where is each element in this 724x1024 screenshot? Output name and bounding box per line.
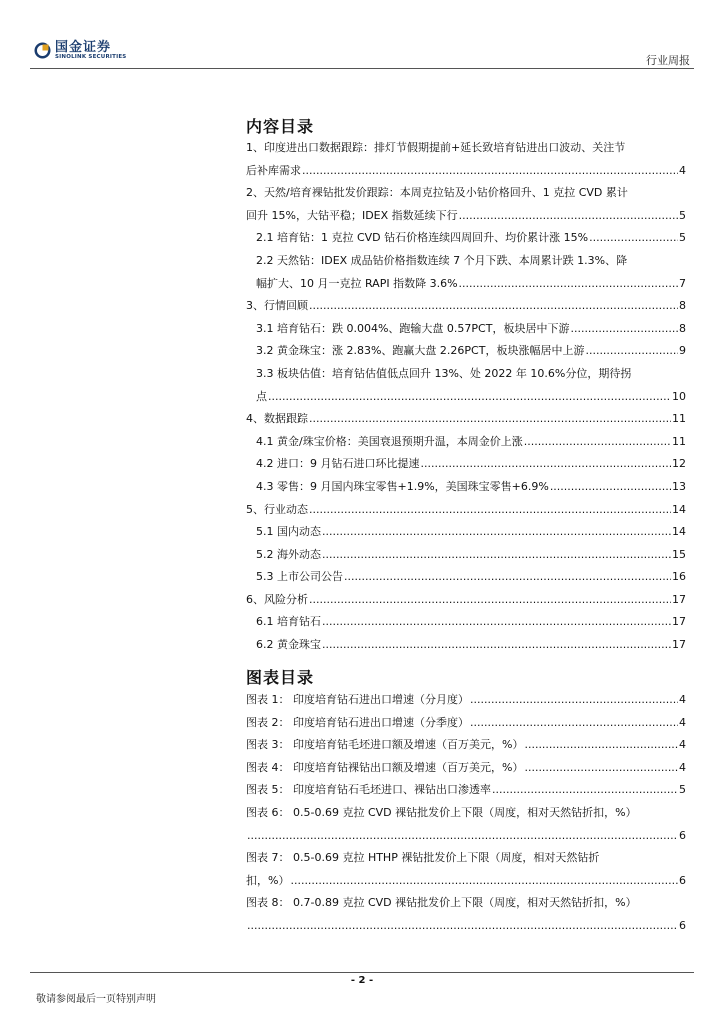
- toc-entry[interactable]: [246, 689, 686, 712]
- toc-leader-dots: [523, 734, 678, 757]
- toc-leader-dots: [549, 476, 671, 499]
- toc-page-number: 9: [679, 344, 686, 358]
- toc-entry[interactable]: [246, 544, 686, 567]
- toc-leader-dots: [246, 915, 678, 938]
- toc-leader-dots: [569, 318, 678, 341]
- toc-page-number: 17: [672, 592, 686, 606]
- toc-entry[interactable]: [246, 273, 686, 296]
- toc-entry[interactable]: [246, 915, 686, 938]
- toc-leader-dots: [491, 779, 678, 802]
- toc-entry[interactable]: [246, 757, 686, 780]
- page-number: - 2 -: [350, 975, 374, 986]
- toc-entry[interactable]: [246, 870, 686, 893]
- toc-leader-dots: [308, 295, 678, 318]
- toc-leader-dots: [289, 870, 678, 893]
- toc-leader-dots: [523, 431, 671, 454]
- toc-leader-dots: [523, 757, 678, 780]
- toc-leader-dots: [308, 589, 671, 612]
- toc-page-number: 11: [672, 434, 686, 448]
- page-header: [0, 0, 724, 72]
- toc-entry[interactable]: [246, 634, 686, 657]
- figures-title: 图表目录: [246, 668, 315, 687]
- toc-entry[interactable]: [246, 340, 686, 363]
- toc-entry[interactable]: [246, 431, 686, 454]
- toc-entry-label: 6.1 培育钻石: [256, 615, 321, 629]
- toc-entry-label: 3.2 黄金珠宝：涨 2.83%、跑赢大盘 2.26PCT，板块涨幅居中上游: [256, 344, 585, 358]
- toc-page-number: 11: [672, 412, 686, 426]
- toc-entry[interactable]: [246, 408, 686, 431]
- toc-entry-label: 5.3 上市公司公告: [256, 570, 343, 584]
- toc-leader-dots: [469, 689, 678, 712]
- toc-page-number: 5: [679, 783, 686, 797]
- toc-leader-dots: [267, 386, 671, 409]
- toc-page-number: 14: [672, 525, 686, 539]
- toc-entry-label: 2.1 培育钻：1 克拉 CVD 钻石价格连续四周回升、均价累计涨 15%: [256, 231, 589, 245]
- toc-page-number: 4: [679, 163, 686, 177]
- toc-leader-dots: [246, 825, 678, 848]
- toc-entry-label: 4、数据跟踪: [246, 412, 308, 426]
- toc-entry-label: 6.2 黄金珠宝: [256, 638, 321, 652]
- toc-entry-line[interactable]: 1、印度进出口数据跟踪：排灯节假期提前+延长致培育钻进出口波动、关注节: [246, 141, 626, 154]
- toc-leader-dots: [321, 544, 671, 567]
- toc-entry-line[interactable]: 3.3 板块估值：培育钻估值低点回升 13%、处 2022 年 10.6%分位，期待拐: [256, 366, 632, 380]
- toc-entry-label: 后补库需求: [246, 163, 301, 177]
- toc-entry[interactable]: [246, 205, 686, 228]
- toc-entry[interactable]: [246, 476, 686, 499]
- toc-entry-line[interactable]: 图表 6： 0.5-0.69 克拉 CVD 裸钻批发价上下限（周度，相对天然钻折扣，%）: [246, 805, 637, 819]
- toc-entry[interactable]: [246, 386, 686, 409]
- toc-leader-dots: [584, 340, 678, 363]
- header-divider: [30, 68, 694, 69]
- brand-name-cn: 国金证券: [55, 40, 112, 55]
- toc-entry[interactable]: [246, 521, 686, 544]
- toc-entry[interactable]: [246, 295, 686, 318]
- toc-page-number: 16: [672, 570, 686, 584]
- toc-entry-label: 5、行业动态: [246, 502, 308, 516]
- disclaimer: 敬请参阅最后一页特别声明: [36, 994, 156, 1005]
- toc-entry[interactable]: [246, 734, 686, 757]
- toc-entry-label: 4.3 零售：9 月国内珠宝零售+1.9%，美国珠宝零售+6.9%: [256, 479, 549, 493]
- toc-page-number: 15: [672, 547, 686, 561]
- toc-entry-label: 图表 1： 印度培育钻石进出口增速（分月度）: [246, 693, 469, 706]
- toc-entry[interactable]: [246, 712, 686, 735]
- toc-entry-line[interactable]: 图表 7： 0.5-0.69 克拉 HTHP 裸钻批发价上下限（周度，相对天然钻折: [246, 851, 600, 865]
- toc-entry[interactable]: [246, 825, 686, 848]
- toc-entry-label: 4.2 进口：9 月钻石进口环比提速: [256, 457, 420, 471]
- toc-page-number: 5: [679, 231, 686, 245]
- toc-page-number: 14: [672, 502, 686, 516]
- report-type: 行业周报: [646, 54, 690, 67]
- toc-page-number: 10: [672, 389, 686, 403]
- toc-page-number: 13: [672, 479, 686, 493]
- toc-entry[interactable]: [246, 499, 686, 522]
- toc-leader-dots: [308, 499, 671, 522]
- figures-list: [246, 689, 686, 938]
- toc-entry-label: 6、风险分析: [246, 592, 308, 606]
- toc-entry-label: 3.1 培育钻石：跌 0.004%、跑输大盘 0.57PCT，板块居中下游: [256, 321, 570, 335]
- sinolink-logo-icon: [34, 42, 51, 59]
- toc-leader-dots: [343, 566, 671, 589]
- toc-page-number: 8: [679, 321, 686, 335]
- toc-entry-label: 图表 2： 印度培育钻石进出口增速（分季度）: [246, 715, 469, 729]
- toc-entry-label: 图表 4： 印度培育钻裸钻出口额及增速（百万美元，%）: [246, 760, 524, 774]
- toc-page-number: 8: [679, 299, 686, 313]
- toc-page-number: 6: [679, 918, 686, 932]
- toc-entry[interactable]: [246, 453, 686, 476]
- toc-page-number: 7: [679, 276, 686, 290]
- toc-page-number: 4: [679, 760, 686, 774]
- toc-page-number: 4: [679, 693, 686, 706]
- toc-page-number: 4: [679, 715, 686, 729]
- toc-entry-label: 5.1 国内动态: [256, 525, 321, 539]
- toc-entry-label: 点: [256, 389, 267, 403]
- toc-entry-line[interactable]: 图表 8： 0.7-0.89 克拉 CVD 裸钻批发价上下限（周度，相对天然钻折扣，%）: [246, 896, 637, 910]
- contents-list: [246, 137, 686, 657]
- toc-entry[interactable]: [246, 779, 686, 802]
- toc-leader-dots: [469, 712, 678, 735]
- toc-entry-label: 扣，%）: [246, 873, 290, 887]
- toc-leader-dots: [321, 611, 671, 634]
- toc-leader-dots: [588, 227, 678, 250]
- toc-entry-line[interactable]: 2、天然/培育裸钻批发价跟踪：本周克拉钻及小钻价格回升、1 克拉 CVD 累计: [246, 186, 628, 200]
- toc-leader-dots: [301, 160, 678, 183]
- toc-leader-dots: [458, 273, 678, 296]
- toc-entry[interactable]: [246, 318, 686, 341]
- toc-entry[interactable]: [246, 611, 686, 634]
- toc-entry-label: 3、行情回顾: [246, 299, 308, 313]
- toc-entry[interactable]: [246, 227, 686, 250]
- toc-entry[interactable]: [246, 160, 686, 183]
- brand-name-en: SINOLINK SECURITIES: [55, 54, 127, 60]
- contents-title: 内容目录: [246, 117, 315, 136]
- toc-entry[interactable]: [246, 589, 686, 612]
- toc-page-number: 6: [679, 828, 686, 842]
- toc-entry-label: 5.2 海外动态: [256, 547, 321, 561]
- toc-leader-dots: [308, 408, 671, 431]
- brand-logo: [34, 41, 126, 61]
- footer-divider: [30, 972, 694, 973]
- toc-leader-dots: [321, 634, 671, 657]
- toc-entry-line[interactable]: 2.2 天然钻：IDEX 成品钻价格指数连续 7 个月下跌、本周累计跌 1.3%、降: [256, 253, 628, 267]
- toc-leader-dots: [420, 453, 672, 476]
- toc-page-number: 17: [672, 638, 686, 652]
- toc-page-number: 12: [672, 457, 686, 471]
- toc-entry[interactable]: [246, 566, 686, 589]
- toc-entry-label: 4.1 黄金/珠宝价格：美国衰退预期升温，本周金价上涨: [256, 434, 523, 448]
- toc-entry-label: 回升 15%，大钻平稳；IDEX 指数延续下行: [246, 208, 458, 222]
- toc-entry-label: 图表 3： 印度培育钻毛坯进口额及增速（百万美元，%）: [246, 738, 524, 752]
- toc-page-number: 17: [672, 615, 686, 629]
- toc-leader-dots: [321, 521, 671, 544]
- toc-leader-dots: [458, 205, 678, 228]
- toc-entry-label: 幅扩大、10 月一克拉 RAPI 指数降 3.6%: [256, 276, 458, 290]
- toc-page-number: 6: [679, 873, 686, 887]
- toc-page-number: 5: [679, 208, 686, 222]
- toc-entry-label: 图表 5： 印度培育钻石毛坯进口、裸钻出口渗透率: [246, 783, 491, 797]
- toc-page-number: 4: [679, 738, 686, 752]
